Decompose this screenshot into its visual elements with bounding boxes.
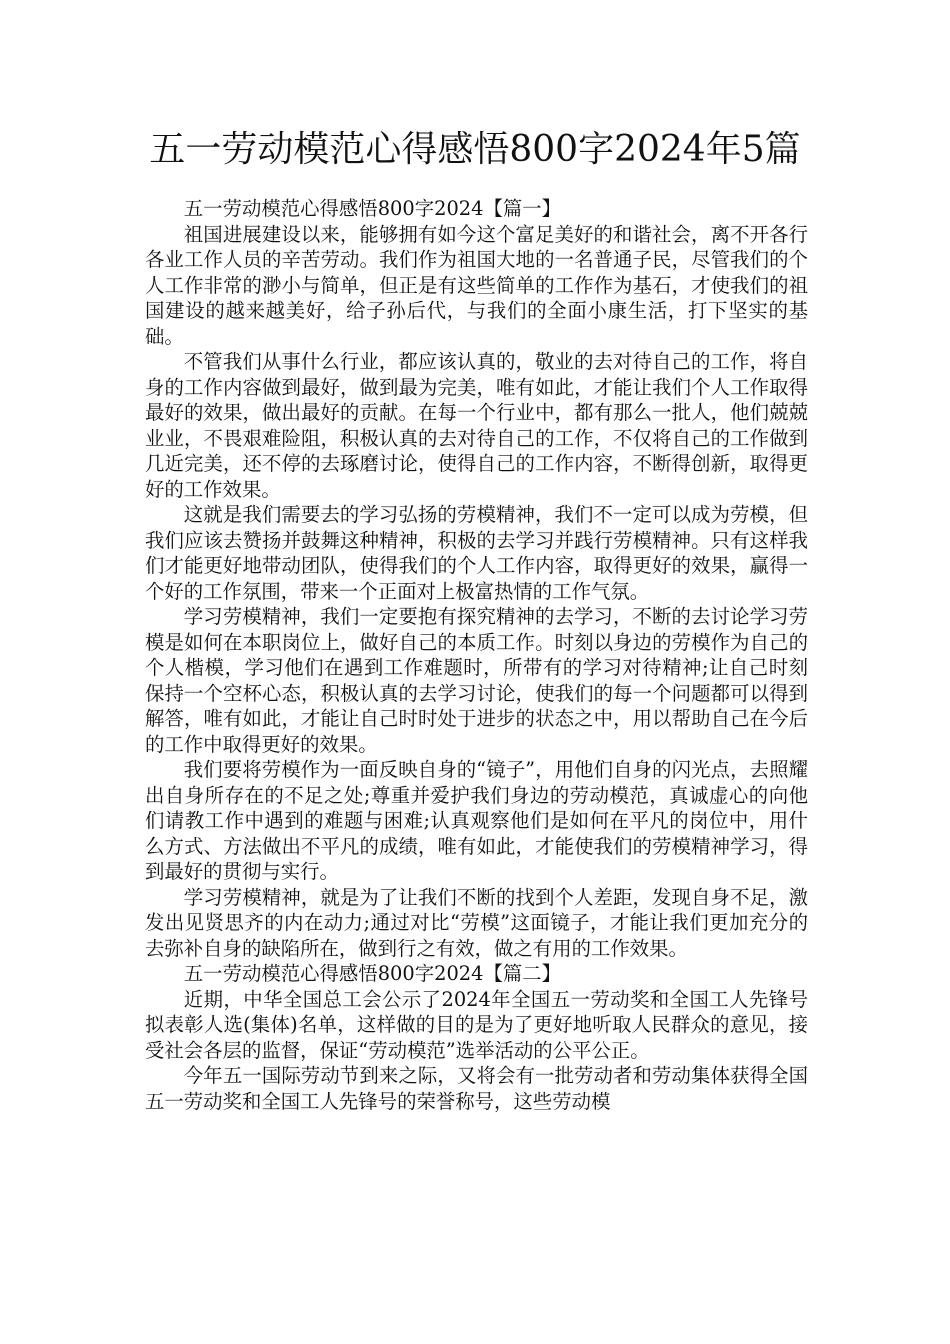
paragraph: 我们要将劳模作为一面反映自身的“镜子”，用他们自身的闪光点，去照耀出自身所存在的不足之处;尊重并爱护我们身边的劳动模范，真诚虚心的向他们请教工作中遇到的难题与困难;认真观察他们是如何在平凡的岗位中，用什么方式、方法做出不平凡的成绩，唯有如此，才能使我们的劳模精神学习，得到最好的贯彻与实行。 [145,758,808,883]
paragraph: 近期，中华全国总工会公示了2024年全国五一劳动奖和全国工人先锋号拟表彰人选(集体)名单，这样做的目的是为了更好地听取人民群众的意见，接受社会各层的监督，保证“劳动模范”选举活动的公平公正。 [145,987,808,1062]
paragraph: 这就是我们需要去的学习弘扬的劳模精神，我们不一定可以成为劳模，但我们应该去赞扬并鼓舞这种精神，积极的去学习并践行劳模精神。只有这样我们才能更好地带动团队，使得我们的个人工作内容，取得更好的效果，赢得一个好的工作氛围，带来一个正面对上极富热情的工作气氛。 [145,503,808,603]
document-title: 五一劳动模范心得感悟800字2024年5篇 [149,129,801,170]
paragraph: 祖国进展建设以来，能够拥有如今这个富足美好的和谐社会，离不开各行各业工作人员的辛苦劳动。我们作为祖国大地的一名普通子民，尽管我们的个人工作非常的渺小与简单，但正是有这些简单的工作作为基石，才使我们的祖国建设的越来越美好，给子孙后代，与我们的全面小康生活，打下坚实的基础。 [145,222,808,348]
section-heading-2: 五一劳动模范心得感悟800字2024【篇二】 [183,962,562,985]
paragraph: 不管我们从事什么行业，都应该认真的，敬业的去对待自己的工作，将自身的工作内容做到最好，做到最为完美，唯有如此，才能让我们个人工作取得最好的效果，做出最好的贡献。在每一个行业中，都有那么一批人，他们兢兢业业，不畏艰难险阻，积极认真的去对待自己的工作，不仅将自己的工作做到几近完美，还不停的去琢磨讨论，使得自己的工作内容，不断得创新，取得更好的工作效果。 [145,350,808,501]
document-body [145,196,808,1114]
section-heading-1: 五一劳动模范心得感悟800字2024【篇一】 [183,197,562,220]
paragraph: 学习劳模精神，就是为了让我们不断的找到个人差距，发现自身不足，激发出见贤思齐的内在动力;通过对比“劳模”这面镜子，才能让我们更加充分的去弥补自身的缺陷所在，做到行之有效，做之有用的工作效果。 [145,885,808,960]
paragraph: 今年五一国际劳动节到来之际，又将会有一批劳动者和劳动集体获得全国五一劳动奖和全国工人先锋号的荣誉称号，这些劳动模 [145,1064,808,1113]
paragraph: 学习劳模精神，我们一定要抱有探究精神的去学习，不断的去讨论学习劳模是如何在本职岗位上，做好自己的本质工作。时刻以身边的劳模作为自己的个人楷模，学习他们在遇到工作难题时，所带有的学习对待精神;让自己时刻保持一个空杯心态，积极认真的去学习讨论，使我们的每一个问题都可以得到解答，唯有如此，才能让自己时时处于进步的状态之中，用以帮助自己在今后的工作中取得更好的效果。 [145,605,808,756]
